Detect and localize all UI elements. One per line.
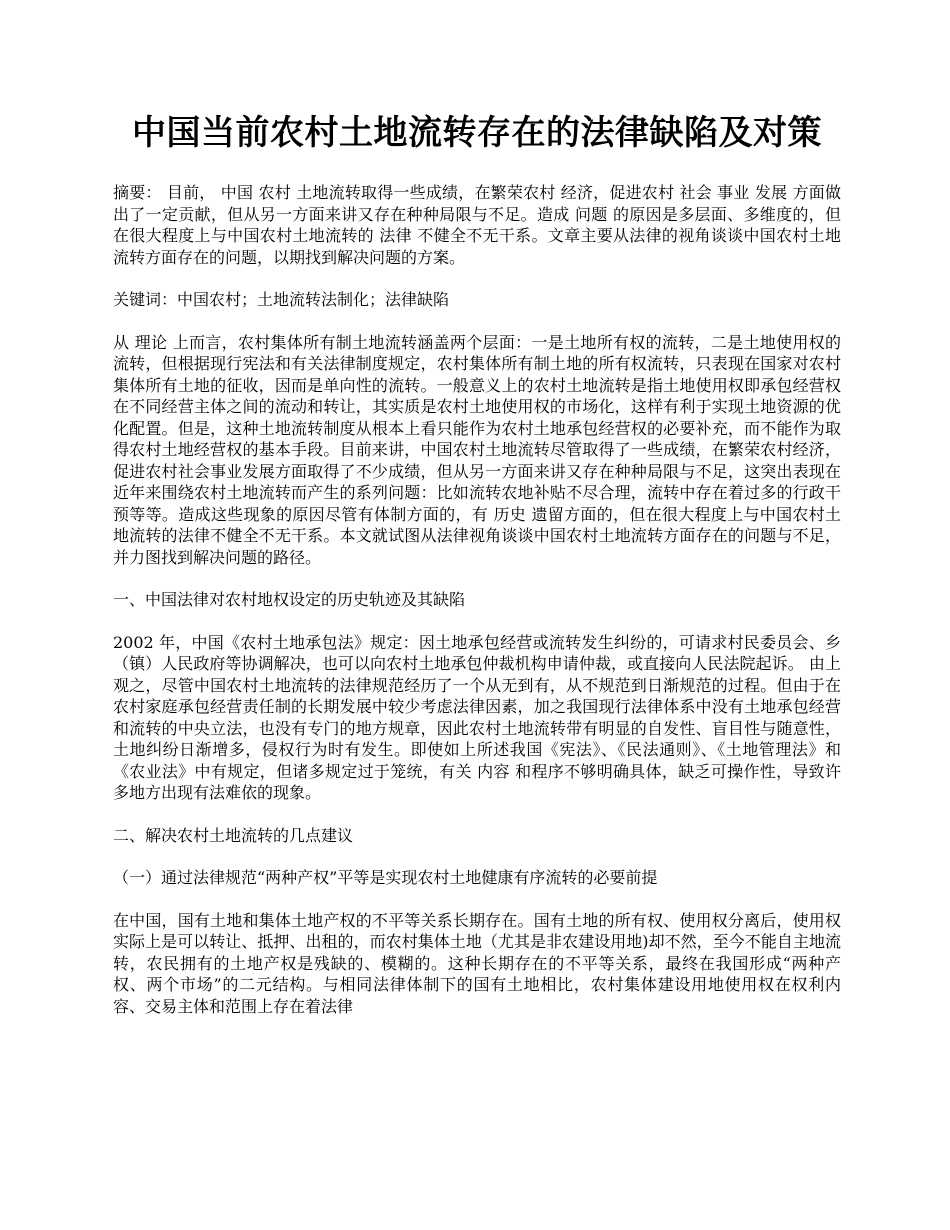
document-page	[113, 110, 841, 1038]
abstract-paragraph: 摘要： 目前， 中国 农村 土地流转取得一些成绩，在繁荣农村 经济，促进农村 社会 事业 发展 方面做出了一定贡献，但从另一方面来讲又存在种种局限与不足。造成 问题 的原因是多层面、多维度的，但在很大程度上与中国农村土地流转的 法律 不健全不无干系。文章主要从法律的视角谈谈中国农村土地流转方面存在的问题，以期找到解决问题的方案。	[113, 183, 841, 267]
document-title: 中国当前农村土地流转存在的法律缺陷及对策	[132, 113, 822, 153]
intro-paragraph: 从 理论 上而言，农村集体所有制土地流转涵盖两个层面：一是土地所有权的流转，二是土地使用权的流转，但根据现行宪法和有关法律制度规定，农村集体所有制土地的所有权流转，只表现在国家对农村集体所有土地的征收，因而是单向性的流转。一般意义上的农村土地流转是指土地使用权即承包经营权在不同经营主体之间的流动和转让，其实质是农村土地使用权的市场化，这样有利于实现土地资源的优化配置。但是，这种土地流转制度从根本上看只能作为农村土地承包经营权的必要补充，而不能作为取得农村土地经营权的基本手段。目前来讲，中国农村土地流转尽管取得了一些成绩，在繁荣农村经济，促进农村社会事业发展方面取得了不少成绩，但从另一方面来讲又存在种种局限与不足，这突出表现在近年来围绕农村土地流转而产生的系列问题：比如流转农地补贴不尽合理，流转中存在着过多的行政干预等等。造成这些现象的原因尽管有体制方面的，有 历史 遗留方面的，但在很大程度上与中国农村土地流转的法律不健全不无干系。本文就试图从法律视角谈谈中国农村土地流转方面存在的问题与不足，并力图找到解决问题的路径。	[113, 332, 841, 567]
subsection-1-paragraph: 在中国，国有土地和集体土地产权的不平等关系长期存在。国有土地的所有权、使用权分离后，使用权实际上是可以转让、抵押、出租的，而农村集体土地（尤其是非农建设用地)却不然，至今不能自主地流转，农民拥有的土地产权是残缺的、模糊的。这种长期存在的不平等关系，最终在我国形成“两种产权、两个市场”的二元结构。与相同法律体制下的国有土地相比，农村集体建设用地使用权在权利内容、交易主体和范围上存在着法律	[113, 910, 841, 1016]
keywords-line: 关键词：中国农村；土地流转法制化；法律缺陷	[113, 290, 450, 309]
subsection-heading-1: （一）通过法律规范“两种产权”平等是实现农村土地健康有序流转的必要前提	[113, 868, 658, 887]
section-1-paragraph: 2002 年，中国《农村土地承包法》规定：因土地承包经营或流转发生纠纷的，可请求村民委员会、乡（镇）人民政府等协调解决，也可以向农村土地承包仲裁机构申请仲裁，或直接向人民法院起诉。 由上观之，尽管中国农村土地流转的法律规范经历了一个从无到有，从不规范到日渐规范的过程。但由于在农村家庭承包经营责任制的长期发展中较少考虑法律因素，加之我国现行法律体系中没有土地承包经营和流转的中央立法，也没有专门的地方规章，因此农村土地流转带有明显的自发性、盲目性与随意性，土地纠纷日渐增多，侵权行为时有发生。即使如上所述我国《宪法》、《民法通则》、《土地管理法》和《农业法》中有规定，但诸多规定过于笼统，有关 内容 和程序不够明确具体，缺乏可操作性，导致许多地方出现有法难依的现象。	[113, 632, 841, 802]
section-heading-2: 二、解决农村土地流转的几点建议	[113, 825, 354, 845]
section-heading-1: 一、中国法律对农村地权设定的历史轨迹及其缺陷	[113, 590, 466, 609]
